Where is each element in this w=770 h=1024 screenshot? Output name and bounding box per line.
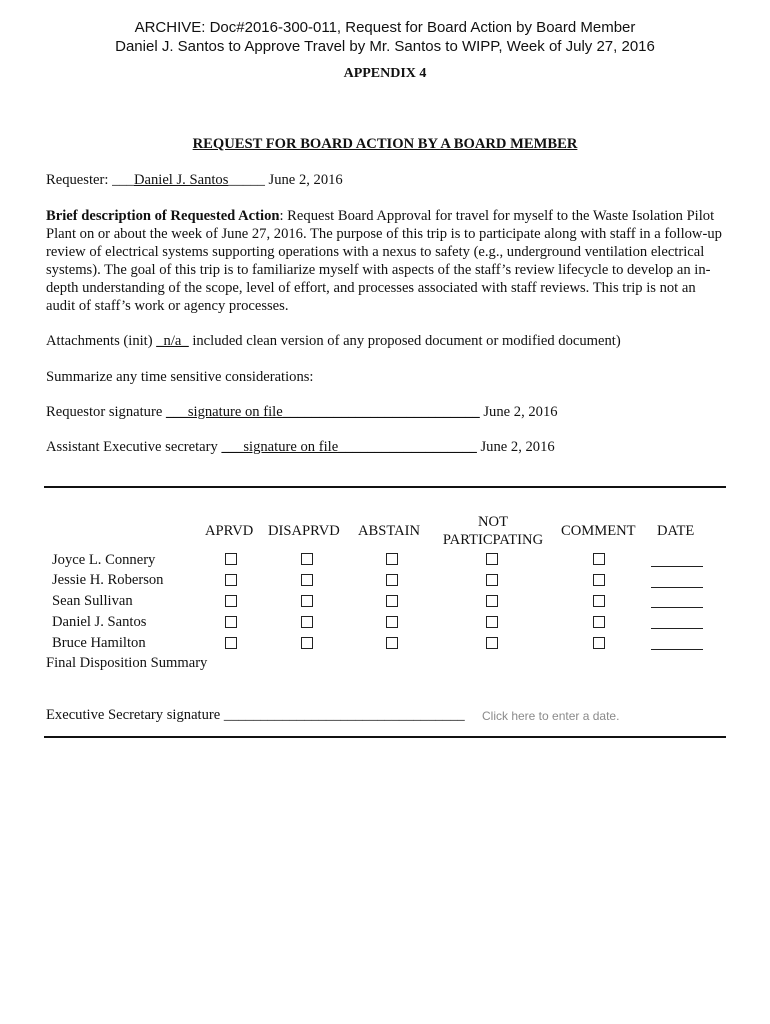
comment-checkbox[interactable] (593, 616, 605, 628)
not-participating-checkbox[interactable] (486, 637, 498, 649)
date-field[interactable] (651, 587, 703, 588)
disaprvd-checkbox[interactable] (301, 616, 313, 628)
executive-signature-label: Executive Secretary signature (46, 707, 224, 723)
attachments-label: Attachments (init) (46, 333, 157, 349)
comment-checkbox[interactable] (593, 595, 605, 607)
aprvd-checkbox[interactable] (225, 637, 237, 649)
abstain-checkbox[interactable] (386, 637, 398, 649)
aprvd-checkbox[interactable] (225, 595, 237, 607)
abstain-checkbox[interactable] (386, 616, 398, 628)
disaprvd-checkbox[interactable] (301, 637, 313, 649)
form-title: REQUEST FOR BOARD ACTION BY A BOARD MEMBER (192, 136, 578, 152)
member-name: Joyce L. Connery (52, 552, 156, 568)
brief-description (46, 207, 726, 315)
not-participating-checkbox[interactable] (486, 616, 498, 628)
abstain-checkbox[interactable] (386, 595, 398, 607)
col-date: DATE (657, 523, 695, 539)
disaprvd-checkbox[interactable] (301, 574, 313, 586)
col-not-line1: NOT (478, 514, 508, 530)
requester-blank-post: _____ (228, 172, 265, 188)
assistant-signature-label: Assistant Executive secretary (46, 439, 222, 455)
col-abstain: ABSTAIN (358, 523, 421, 539)
final-disposition-label: Final Disposition Summary (46, 655, 208, 671)
col-comment: COMMENT (561, 523, 636, 539)
col-not-line2: PARTICPATING (442, 532, 544, 548)
requester-name[interactable]: Daniel J. Santos (133, 172, 229, 188)
requestor-signature-field[interactable]: ___signature on file___________________________ (165, 404, 480, 420)
disaprvd-checkbox[interactable] (301, 595, 313, 607)
assistant-signature-line (46, 439, 555, 456)
assistant-signature-field[interactable]: ___signature on file___________________ (221, 439, 477, 455)
archive-header-line1: ARCHIVE: Doc#2016-300-011, Request for Board Action by Board Member (134, 19, 636, 36)
table-top-rule (44, 486, 726, 488)
time-sensitive-label: Summarize any time sensitive considerations: (46, 369, 314, 385)
member-name: Jessie H. Roberson (52, 572, 164, 588)
requestor-signature-label: Requestor signature (46, 404, 166, 420)
comment-checkbox[interactable] (593, 637, 605, 649)
appendix-label: APPENDIX 4 (343, 66, 427, 81)
col-disaprvd: DISAPRVD (268, 523, 340, 539)
requester-blank-pre: ___ (112, 172, 134, 188)
aprvd-checkbox[interactable] (225, 574, 237, 586)
aprvd-checkbox[interactable] (225, 553, 237, 565)
date-field[interactable] (651, 628, 703, 629)
comment-checkbox[interactable] (593, 553, 605, 565)
not-participating-checkbox[interactable] (486, 553, 498, 565)
brief-description-text[interactable]: : Request Board Approval for travel for myself to the Waste Isolation Pilot Plant on or about the week of June 27, 2016. The purpose of this trip is to participate along with staff in a follow-up review of electrical systems supporting operations with a nexus to safety (e.g., underground ventilation electrical systems). The goal of this trip is to familiarize myself with aspects of the staff’s review lifecycle to develop an in-depth understanding of the scope, level of effort, and processes associated with staff reviews. This trip is not an audit of staff’s work or agency processes. (46, 208, 722, 314)
not-participating-checkbox[interactable] (486, 574, 498, 586)
requestor-signature-line (46, 404, 558, 421)
not-participating-checkbox[interactable] (486, 595, 498, 607)
abstain-checkbox[interactable] (386, 574, 398, 586)
date-field[interactable] (651, 607, 703, 608)
attachments-text: included clean version of any proposed document or modified document) (188, 333, 621, 349)
attachments-initial[interactable]: _n/a_ (156, 333, 189, 349)
member-name: Daniel J. Santos (52, 614, 147, 630)
date-field[interactable] (651, 566, 703, 567)
date-field[interactable] (651, 649, 703, 650)
member-name: Sean Sullivan (52, 593, 133, 609)
abstain-checkbox[interactable] (386, 553, 398, 565)
executive-signature-line (46, 707, 465, 724)
requester-label: Requester: (46, 172, 113, 188)
brief-description-label: Brief description of Requested Action (46, 208, 280, 224)
requestor-signature-date: June 2, 2016 (479, 404, 558, 420)
requester-date: June 2, 2016 (264, 172, 343, 188)
executive-signature-field[interactable]: _________________________________ (223, 707, 465, 723)
archive-header-line2: Daniel J. Santos to Approve Travel by Mr. Santos to WIPP, Week of July 27, 2016 (115, 38, 655, 55)
date-picker-placeholder[interactable]: Click here to enter a date. (482, 709, 620, 723)
comment-checkbox[interactable] (593, 574, 605, 586)
requester-line (46, 172, 343, 189)
aprvd-checkbox[interactable] (225, 616, 237, 628)
table-bottom-rule (44, 736, 726, 738)
col-aprvd: APRVD (205, 523, 254, 539)
assistant-signature-date: June 2, 2016 (476, 439, 555, 455)
attachments-line (46, 333, 621, 350)
disaprvd-checkbox[interactable] (301, 553, 313, 565)
member-name: Bruce Hamilton (52, 635, 146, 651)
